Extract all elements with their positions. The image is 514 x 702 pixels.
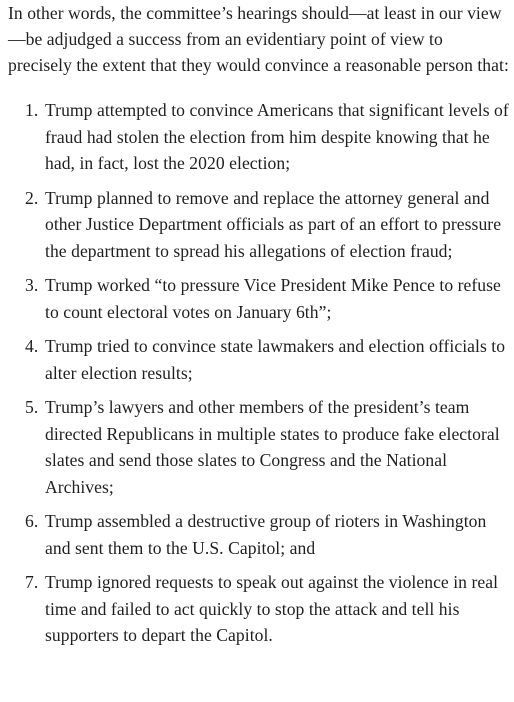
finding-number: 3. (25, 275, 39, 295)
finding-item-2 (8, 185, 510, 265)
finding-number: 2. (25, 187, 39, 208)
intro-paragraph: In other words, the committee’s hearings should—at least in our view—be adjudged a success from an evidentiary point of view to precisely the extent that they would convince a reasonable person that: (8, 3, 509, 75)
finding-item-3 (8, 272, 510, 325)
finding-text: Trump tried to convince state lawmakers and election officials to alter election results; (45, 336, 506, 383)
findings-list (8, 97, 510, 649)
finding-text: Trump attempted to convince Americans that significant levels of fraud had stolen the election from him despite knowing that he had, in fact, lost the 2020 election; (45, 100, 509, 173)
finding-number: 4. (25, 336, 39, 356)
finding-text: Trump worked “to pressure Vice President Mike Pence to refuse to count electoral votes on January 6th”; (45, 275, 501, 322)
finding-text: Trump assembled a destructive group of rioters in Washington and sent them to the U.S. Capitol; and (45, 511, 487, 558)
finding-number: 5. (25, 397, 39, 417)
finding-number: 7. (25, 572, 39, 592)
finding-item-6 (8, 508, 510, 561)
finding-text: Trump ignored requests to speak out against the violence in real time and failed to act quickly to stop the attack and tell his supporters to depart the Capitol. (45, 572, 499, 645)
finding-number: 6. (25, 511, 39, 531)
article-body (8, 0, 510, 657)
finding-item-1 (8, 97, 510, 177)
finding-item-4 (8, 333, 510, 386)
finding-item-5 (8, 394, 510, 500)
finding-number: 1. (25, 100, 39, 120)
finding-text: Trump’s lawyers and other members of the president’s team directed Republicans in multiple states to produce fake electoral slates and send those slates to Congress and the National Archives; (45, 397, 500, 497)
finding-item-7 (8, 569, 510, 649)
finding-text: Trump planned to remove and replace the attorney general and other Justice Department officials as part of an effort to pressure the department to spread his allegations of election fraud; (45, 187, 502, 261)
